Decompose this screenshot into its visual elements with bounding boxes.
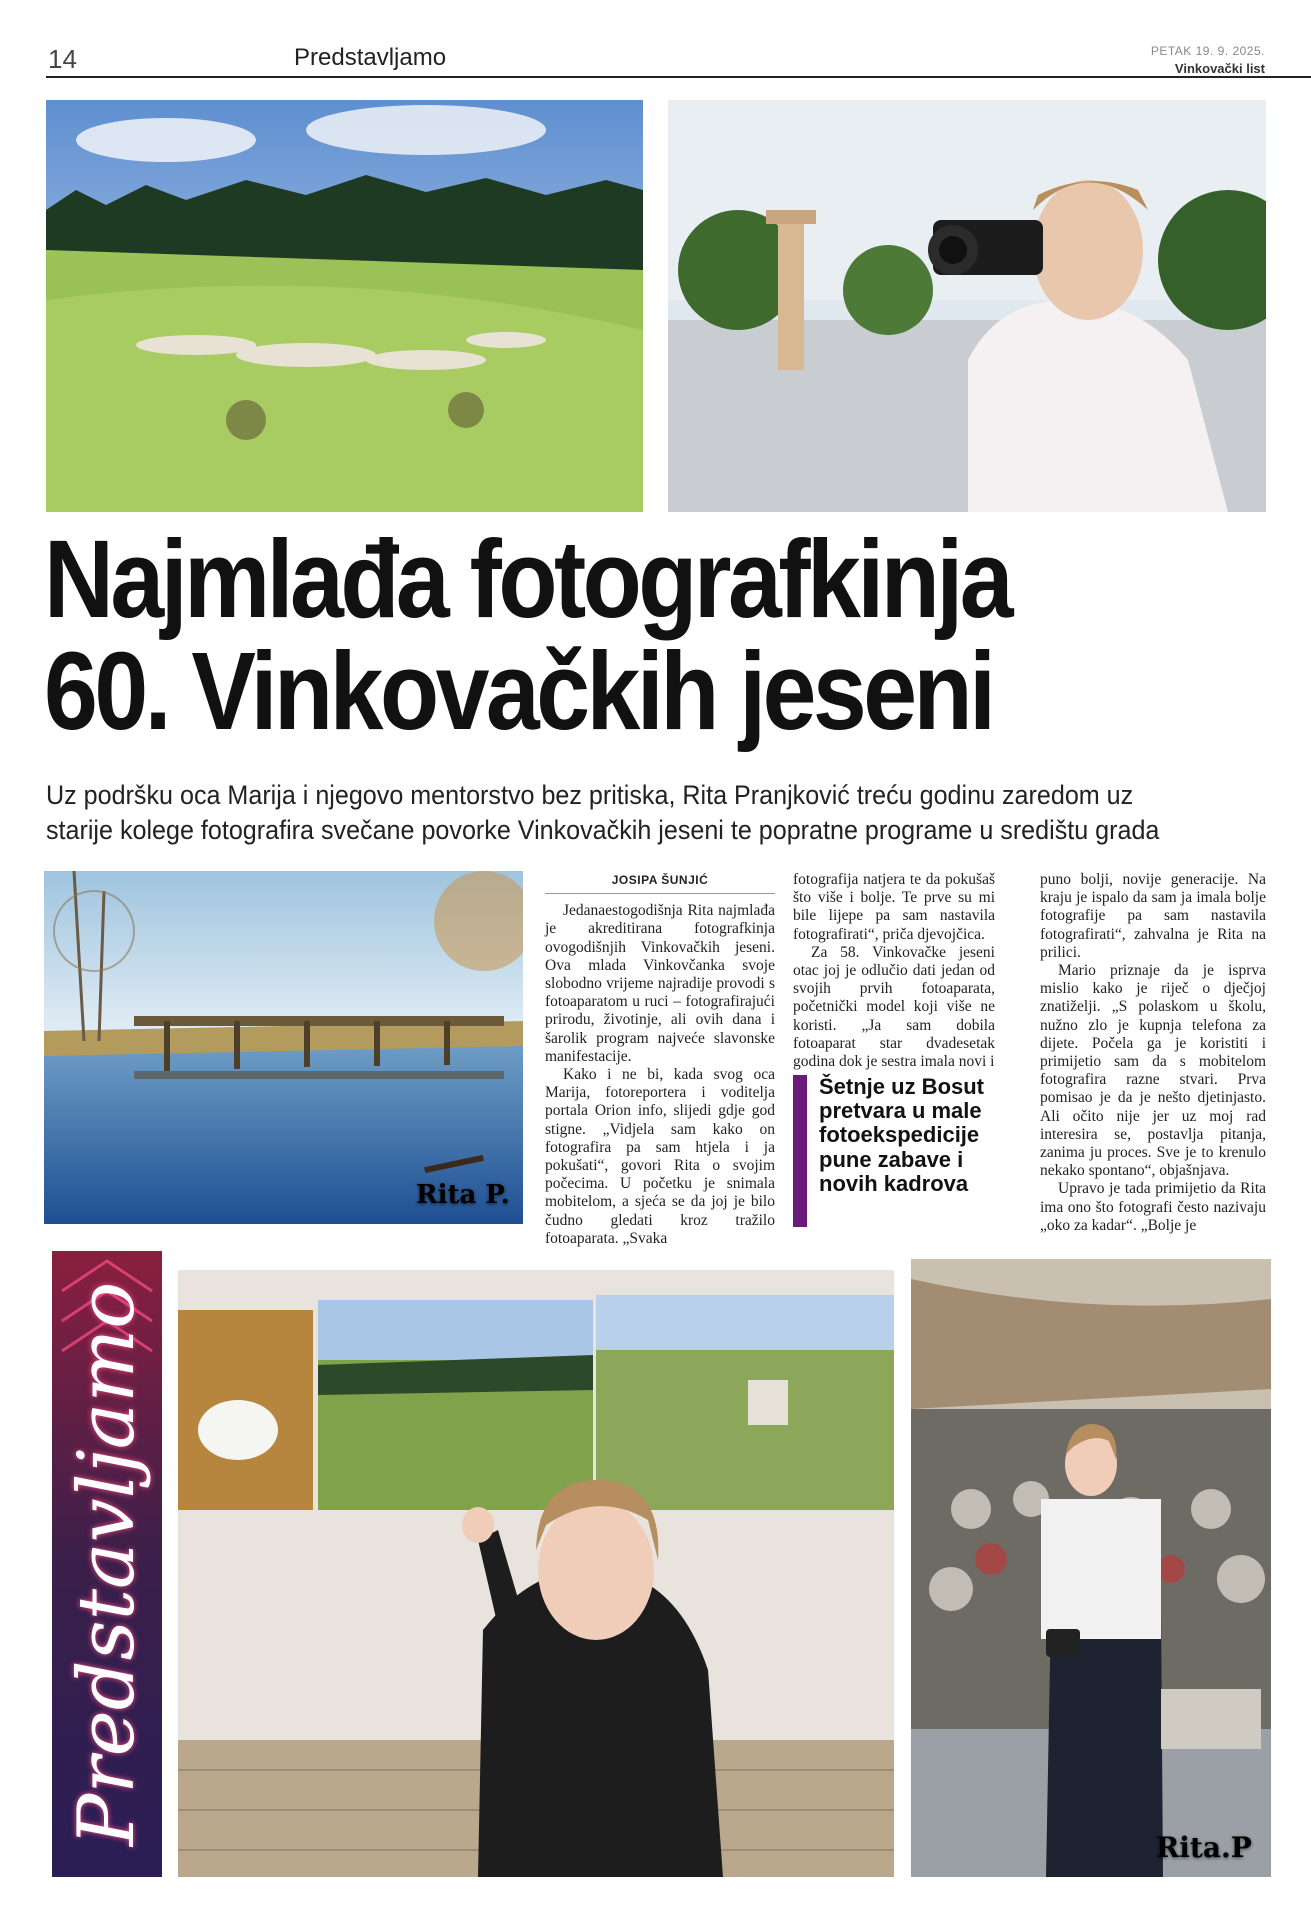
header-rule [46,76,1311,78]
side-banner-text: Predstavljamo [62,1281,152,1847]
bridge-river-photo [44,871,523,1224]
headline [44,518,1126,754]
page-number: 14 [48,44,77,74]
col2-paragraph-2: Za 58. Vinkovačke jeseni otac joj je odlučio dati jedan od svojih prvih fotoaparata, početnički model koji više ne koristi. „Ja sam dobila fotoaparat star dvadesetak godina dok je sestra imala novi i [793,943,995,1071]
lead-paragraph: Uz podršku oca Marija i njegovo mentorstvo bez pritiska, Rita Pranjković treću godinu zaredom uz starije kolege fotografira svečane povorke Vinkovačkih jeseni te popratne programe u središtu grada [46,780,1160,845]
byline: JOSIPA ŠUNJIĆ [545,871,775,894]
section-label: Predstavljamo [294,44,447,71]
meadow-sheep-photo [46,100,643,512]
col2-paragraph-1: fotografija natjera te da pokušaš što više i bolje. Te prve su mi bile lijepe pa sam nastavila fotografirati“, priča djevojčica. [793,871,995,943]
parade-girl-photo [911,1259,1271,1877]
col1-paragraph-1: Jedanaestogodišnja Rita najmlađa je akreditirana fotografkinja ovogodišnjih Vinkovačkih jeseni. Ova mlada Vinkovčanka svoje slobodno vrijeme najradije provodi s fotoaparatom u ruci – fotografirajući prirodu, životinje, ali ovih dana i šarolik program najveće slavonske manifestacije. [545,902,775,1065]
article-column-1 [545,871,775,1248]
headline-line-1: Najmlađa fotografkinja [44,518,1011,641]
newspaper-name: Vinkovački list [1174,61,1265,76]
col1-paragraph-2: Kako i ne bi, kada svog oca Marija, fotoreportera i voditelja portala Orion info, slijedi gdje god stigne. „Vidjela sam kako on fotografira pa sam htjela i ja pokušati“, govori Rita o svojim počecima. U početku je snimala mobitelom, a sjeća se da joj je bilo čudno gledati kroz tražilo fotoaparata. „Svaka [545,1066,775,1247]
girl-with-camera-photo [668,100,1266,512]
article-column-3 [1040,871,1266,1235]
col3-paragraph-3: Upravo je tada primijetio da Rita ima ono što fotografi često nazivaju „oko za kadar“. „Bolje je [1040,1180,1266,1234]
pullquote: Šetnje uz Bosut pretvara u male fotoekspedicije pune zabave i novih kadrova [793,1075,995,1227]
article-column-2 [793,871,995,1071]
exhibition-girl-photo [178,1270,894,1877]
parade-photo-watermark: Rita.P [1156,1831,1252,1864]
section-side-banner [52,1251,162,1877]
bridge-photo-watermark: Rita P. [416,1180,510,1210]
issue-date: PETAK 19. 9. 2025. [1150,44,1265,58]
headline-line-2: 60. Vinkovačkih jeseni [44,630,993,754]
col3-paragraph-1: puno bolji, novije generacije. Na kraju je ispalo da sam ja imala bolje fotografije pa sam nastavila fotografirati“, zahvalna je Rita na prilici. [1040,871,1266,961]
col3-paragraph-2: Mario priznaje da je isprva mislio kako je riječ o dječjoj znatiželji. „S polaskom u školu, nužno zlo je kupnja telefona za dijete. Počela ga je koristiti i primijetio sam da s mobitelom fotografira razne stvari. Prva pomisao je da je nešto djetinjasto. Ali očito nije jer uz moj rad interesira se, postavlja pitanja, zanima ju proces. Sve je to krenulo nekako spontano“, objašnjava. [1040,962,1266,1180]
